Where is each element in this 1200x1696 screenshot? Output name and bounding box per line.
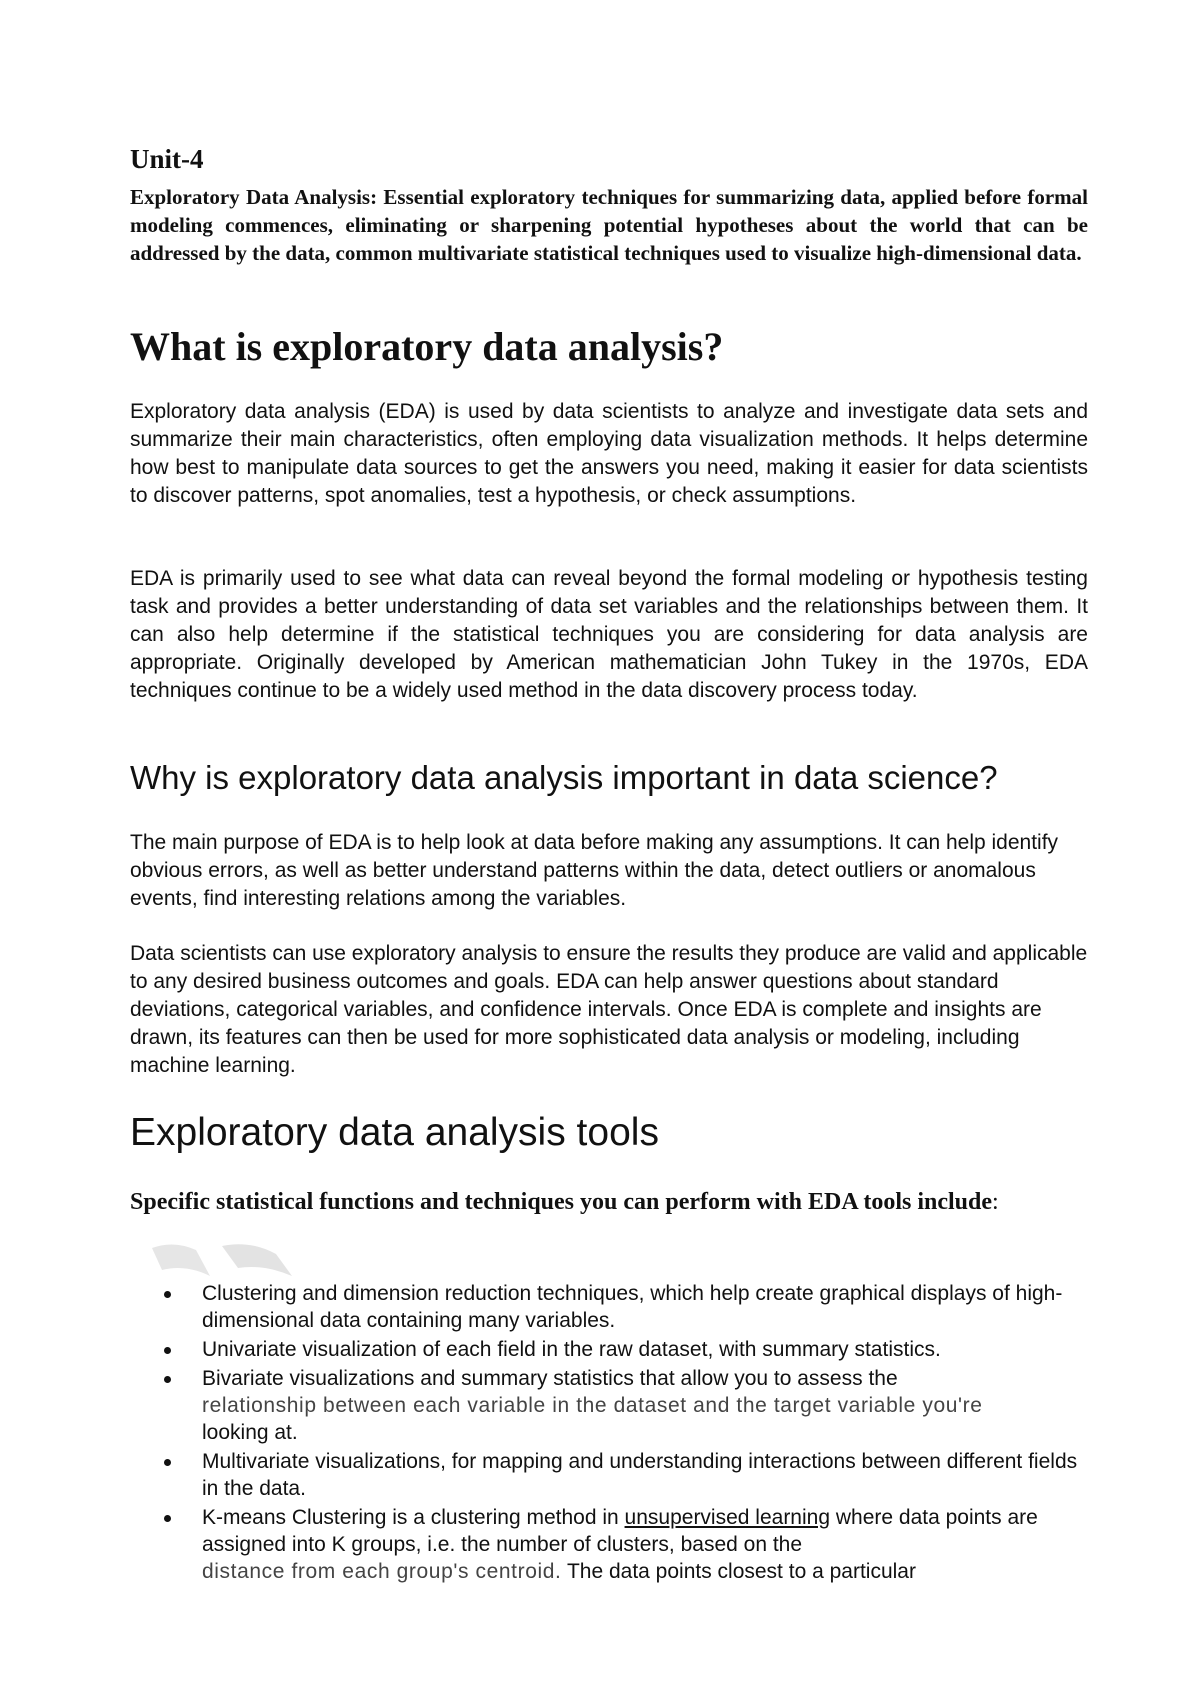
subheading-specific-functions [130,1186,1088,1218]
list-item-text: K-means Clustering is a clustering method in [202,1506,619,1529]
bullet-icon [164,1347,171,1354]
bullet-icon [164,1515,171,1522]
list-item-text: Univariate visualization of each field in the raw dataset, with summary statistics. [202,1338,941,1361]
list-item-text: Clustering and dimension reduction techniques, which help create graphical displays of high-dimensional data containing many variables. [202,1282,1063,1332]
list-item-text: Multivariate visualizations, for mapping and understanding interactions between different fields in the data. [202,1450,1078,1500]
list-item-text: Bivariate visualizations and summary statistics that allow you to assess the [202,1367,898,1390]
list-item-text: looking at. [202,1421,298,1444]
eda-tools-list [130,1280,1088,1587]
list-item [130,1504,1088,1585]
list-item [130,1448,1088,1502]
paragraph-why-2: Data scientists can use exploratory analysis to ensure the results they produce are valid and applicable to any desired business outcomes and goals. EDA can help answer questions about standard deviations, categorical variables, and confidence intervals. Once EDA is complete and insights are drawn, its features can then be used for more sophisticated data analysis or modeling, including machine learning. [130,942,1088,1077]
list-item-text: The data points closest to a particular [566,1560,916,1583]
list-item [130,1365,1088,1446]
paragraph-why-1: The main purpose of EDA is to help look at data before making any assumptions. It can help identify obvious errors, as well as better understand patterns within the data, detect outliers or anomalous events, find interesting relations among the variables. [130,831,1059,910]
heading-eda-tools: Exploratory data analysis tools [130,1111,659,1154]
unit-description: Exploratory Data Analysis: Essential exploratory techniques for summarizing data, applied before formal modeling commences, eliminating or sharpening potential hypotheses about the world that can be addressed by the data, common multivariate statistical techniques used to visualize high-dimensional data. [130,185,1088,265]
paragraph-what-1: Exploratory data analysis (EDA) is used by data scientists to analyze and investigate data sets and summarize their main characteristics, often employing data visualization methods. It helps determine how best to manipulate data sources to get the answers you need, making it easier for data scientists to discover patterns, spot anomalies, test a hypothesis, or check assumptions. [130,400,1088,507]
list-item [130,1336,1088,1363]
heading-why-eda: Why is exploratory data analysis important in data science? [130,759,998,796]
bullet-icon [164,1459,171,1466]
list-item-text: distance from each group's centroid. [202,1560,562,1583]
unit-title: Unit-4 [130,144,204,174]
bullet-icon [164,1376,171,1383]
unsupervised-learning-link[interactable]: unsupervised learning [624,1506,831,1529]
bullet-icon [164,1291,171,1298]
heading-what-is-eda: What is exploratory data analysis? [130,324,724,369]
paragraph-what-2: EDA is primarily used to see what data can reveal beyond the formal modeling or hypothesis testing task and provides a better understanding of data set variables and the relationships between them. It can also help determine if the statistical techniques you are considering for data analysis are appropriate. Originally developed by American mathematician John Tukey in the 1970s, EDA techniques continue to be a widely used method in the data discovery process today. [130,567,1088,702]
subheading-colon: : [992,1189,999,1215]
list-item-text: relationship between each variable in the dataset and the target variable you're [202,1394,983,1417]
list-item [130,1280,1088,1334]
watermark-graphic [152,1240,322,1280]
subheading-text: Specific statistical functions and techniques you can perform with EDA tools include [130,1189,993,1215]
list-item-text: where data points are assigned into K groups, i.e. the number of clusters, based on the [202,1506,1038,1556]
